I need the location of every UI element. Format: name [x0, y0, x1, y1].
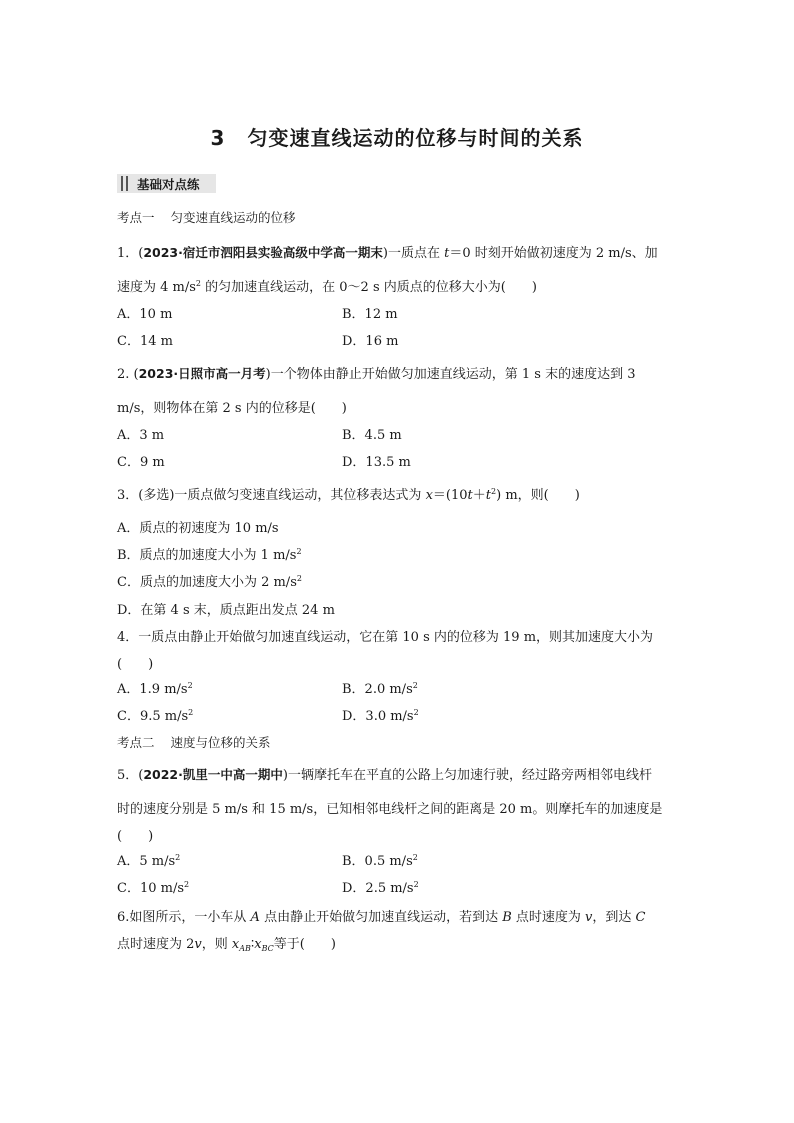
question-text: ＝0 时刻开始做初速度为 2 m/s、加: [449, 246, 658, 261]
variable: t: [444, 246, 450, 261]
q1-option-c: C．14 m: [117, 334, 173, 349]
q2-option-b: B．4.5 m: [342, 428, 402, 443]
q3-option-d: D．在第 4 s 末，质点距出发点 24 m: [117, 603, 335, 618]
option-text: C．9.5 m/s: [117, 709, 189, 724]
section-name: 速度与位移的关系: [170, 735, 271, 750]
superscript: 2: [296, 547, 302, 556]
option-text: D．3.0 m/s: [342, 709, 414, 724]
badge-label: 基础对点练: [137, 176, 200, 192]
question-number: 5．(: [117, 768, 144, 783]
superscript: 2: [175, 853, 181, 862]
question-1-line-1: [117, 242, 658, 261]
q4-option-c: [117, 705, 193, 724]
q4-option-b: [342, 678, 418, 697]
question-4-line-1: 4．一质点由静止开始做匀加速直线运动，它在第 10 s 内的位移为 19 m，则其加速度大小为: [117, 630, 654, 645]
question-text: 点由静止开始做匀加速直线运动，若到达: [259, 910, 503, 925]
section-heading-2: [117, 733, 271, 751]
superscript: 2: [413, 708, 419, 717]
question-text: ，到达: [592, 910, 636, 925]
q5-option-a: [117, 850, 180, 869]
q1-option-d: D．16 m: [342, 334, 399, 349]
superscript: 2: [188, 708, 194, 717]
q1-option-a: A．10 m: [117, 307, 173, 322]
section-heading-1: [117, 208, 296, 226]
option-text: C．质点的加速度大小为 2 m/s: [117, 575, 297, 590]
question-text: )一质点在: [382, 246, 445, 261]
question-5-line-3: ( ): [117, 829, 154, 844]
question-number: 1．(: [117, 246, 144, 261]
question-text: 等于( ): [273, 937, 336, 952]
superscript: 2: [296, 574, 302, 583]
question-text: 3．(多选)一质点做匀变速直线运动，其位移表达式为: [117, 488, 426, 503]
question-text: ∶: [250, 937, 255, 952]
option-text: C．10 m/s: [117, 881, 184, 896]
section-badge: [117, 174, 216, 193]
page-title: [0, 122, 794, 151]
question-6-line-1: [117, 906, 645, 925]
section-label: 考点一: [117, 210, 155, 225]
variable: t: [467, 488, 473, 503]
variable: t: [485, 488, 492, 503]
superscript: 2: [195, 279, 202, 288]
q5-option-c: [117, 877, 189, 896]
question-3-line-1: [117, 484, 580, 503]
variable: v: [194, 937, 202, 952]
variable: v: [585, 910, 593, 925]
q3-option-c: [117, 571, 302, 590]
question-4-line-2: ( ): [117, 657, 154, 672]
q2-option-d: D．13.5 m: [342, 455, 411, 470]
section-name: 匀变速直线运动的位移: [170, 210, 296, 225]
question-text: ) m，则( ): [496, 488, 580, 503]
option-text: B．质点的加速度大小为 1 m/s: [117, 548, 297, 563]
option-text: A．5 m/s: [117, 854, 176, 869]
title-text: 匀变速直线运动的位移与时间的关系: [247, 126, 584, 150]
question-text: 点时速度为 2: [117, 937, 195, 952]
badge-bar-icon: [126, 176, 128, 191]
q2-option-a: A．3 m: [117, 428, 165, 443]
variable: x: [231, 937, 240, 952]
subscript: BC: [261, 944, 274, 953]
title-number: 3: [210, 126, 226, 150]
superscript: 2: [412, 853, 418, 862]
q2-option-c: C．9 m: [117, 455, 165, 470]
question-text: 点时速度为: [511, 910, 586, 925]
question-text: )一个物体由静止开始做匀加速直线运动，第 1 s 末的速度达到 3: [265, 367, 636, 382]
variable: x: [425, 488, 433, 503]
option-text: B．0.5 m/s: [342, 854, 413, 869]
option-text: A．1.9 m/s: [117, 682, 188, 697]
superscript: 2: [412, 681, 418, 690]
question-source: 2023·宿迁市泗阳县实验高级中学高一期末: [143, 245, 383, 260]
question-text: 的匀加速直线运动，在 0～2 s 内质点的位移大小为( ): [201, 280, 537, 295]
question-5-line-1: [117, 764, 652, 783]
question-text: ，则: [201, 937, 232, 952]
question-text: 速度为 4 m/s: [117, 280, 196, 295]
option-text: B．2.0 m/s: [342, 682, 413, 697]
q5-option-d: [342, 877, 419, 896]
variable: A: [250, 910, 260, 925]
question-text: )一辆摩托车在平直的公路上匀加速行驶，经过路旁两相邻电线杆: [282, 768, 652, 783]
question-text: 6.如图所示，一小车从: [117, 910, 251, 925]
q5-option-b: [342, 850, 418, 869]
question-1-line-2: [117, 276, 537, 295]
q1-option-b: B．12 m: [342, 307, 398, 322]
q4-option-a: [117, 678, 193, 697]
q4-option-d: [342, 705, 419, 724]
subscript: AB: [239, 944, 251, 953]
variable: B: [502, 910, 512, 925]
superscript: 2: [413, 880, 419, 889]
superscript: 2: [187, 681, 193, 690]
option-text: D．2.5 m/s: [342, 881, 414, 896]
variable: C: [635, 910, 646, 925]
question-text: ＝(10: [432, 488, 468, 503]
q3-option-a: A．质点的初速度为 10 m/s: [117, 521, 279, 536]
question-2-line-1: [117, 363, 635, 382]
question-source: 2023·日照市高一月考: [138, 366, 266, 381]
variable: x: [254, 937, 262, 952]
badge-bar-icon: [121, 176, 123, 191]
question-2-line-2: m/s，则物体在第 2 s 内的位移是( ): [117, 401, 347, 416]
question-number: 2. (: [117, 367, 139, 382]
question-text: ＋: [472, 488, 486, 503]
q3-option-b: [117, 544, 302, 563]
question-5-line-2: 时的速度分别是 5 m/s 和 15 m/s，已知相邻电线杆之间的距离是 20 m。则摩托车的加速度是: [117, 802, 663, 817]
superscript: 2: [491, 487, 497, 496]
question-6-line-2: [117, 933, 336, 952]
question-source: 2022·凯里一中高一期中: [143, 767, 283, 782]
superscript: 2: [184, 880, 190, 889]
section-label: 考点二: [117, 735, 155, 750]
